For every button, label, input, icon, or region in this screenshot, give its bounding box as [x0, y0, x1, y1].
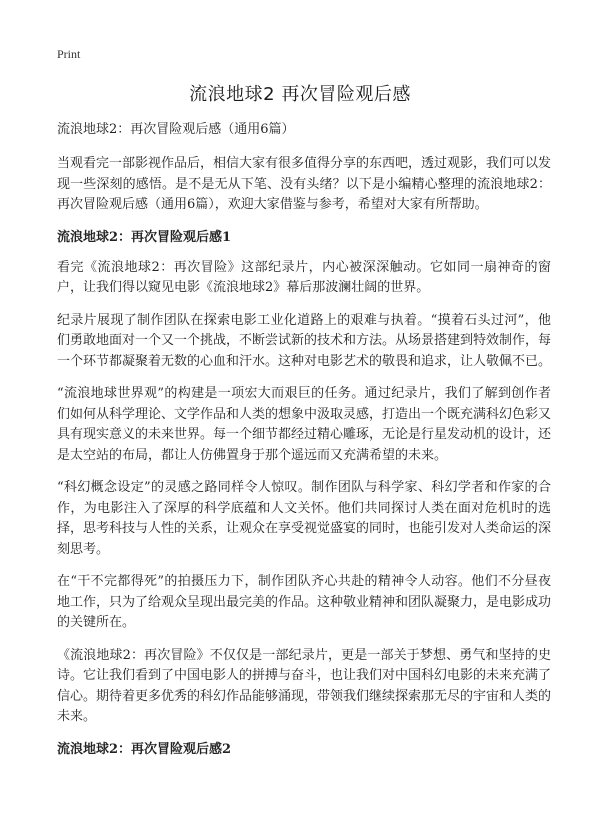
section-2-heading: 流浪地球2：再次冒险观后感2	[57, 741, 232, 757]
section-1-paragraph: “流浪地球世界观”的构建是一项宏大而艰巨的任务。通过纪录片，我们了解到创作者们如何从科学理论、文学作品和人类的想象中汲取灵感，打造出一个既充满科幻色彩又具有现实意义的未来世界。每一个细节都经过精心雕琢，无论是行星发动机的设计，还是太空站的布局，都让人仿佛置身于那个遥远而又充满希望的未来。	[57, 386, 552, 463]
section-1-paragraph: 在“干不完都得死”的拍摄压力下，制作团队齐心共赴的精神令人动容。他们不分昼夜地工作，只为了给观众呈现出最完美的作品。这种敬业精神和团队凝聚力，是电影成功的关键所在。	[57, 574, 552, 630]
section-1-paragraph: “科幻概念设定”的灵感之路同样令人惊叹。制作团队与科学家、科幻学者和作家的合作，为电影注入了深厚的科学底蕴和人文关怀。他们共同探讨人类在面对危机时的选择，思考科技与人性的关系，让观众在享受视觉盛宴的同时，也能引发对人类命运的深刻思考。	[57, 480, 552, 557]
article-body	[57, 120, 551, 770]
section-1-paragraph: 看完《流浪地球2：再次冒险》这部纪录片，内心被深深触动。它如同一扇神奇的窗户，让我们得以窥见电影《流浪地球2》幕后那波澜壮阔的世界。	[57, 259, 551, 295]
section-1-paragraph: 《流浪地球2：再次冒险》不仅仅是一部纪录片，更是一部关于梦想、勇气和坚持的史诗。它让我们看到了中国电影人的拼搏与奋斗，也让我们对中国科幻电影的未来充满了信心。期待着更多优秀的科幻作品能够涌现，带领我们继续探索那无尽的宇宙和人类的未来。	[57, 647, 552, 724]
page-title: 流浪地球2 再次冒险观后感	[189, 84, 411, 105]
intro-paragraph: 当观看完一部影视作品后，相信大家有很多值得分享的东西吧，透过观影，我们可以发现一些深刻的感悟。是不是无从下笔、没有头绪？以下是小编精心整理的流浪地球2：再次冒险观后感（通用6篇），欢迎大家借鉴与参考，希望对大家有所帮助。	[57, 156, 552, 212]
section-1-paragraph: 纪录片展现了制作团队在探索电影工业化道路上的艰难与执着。“摸着石头过河”，他们勇敢地面对一个又一个挑战，不断尝试新的技术和方法。从场景搭建到特效制作，每一个环节都凝聚着无数的心血和汗水。这种对电影艺术的敬畏和追求，让人敬佩不已。	[57, 312, 552, 369]
article-subtitle: 流浪地球2：再次冒险观后感（通用6篇）	[57, 122, 295, 137]
print-link[interactable]: Print	[57, 47, 81, 61]
section-1-heading: 流浪地球2：再次冒险观后感1	[57, 229, 232, 245]
